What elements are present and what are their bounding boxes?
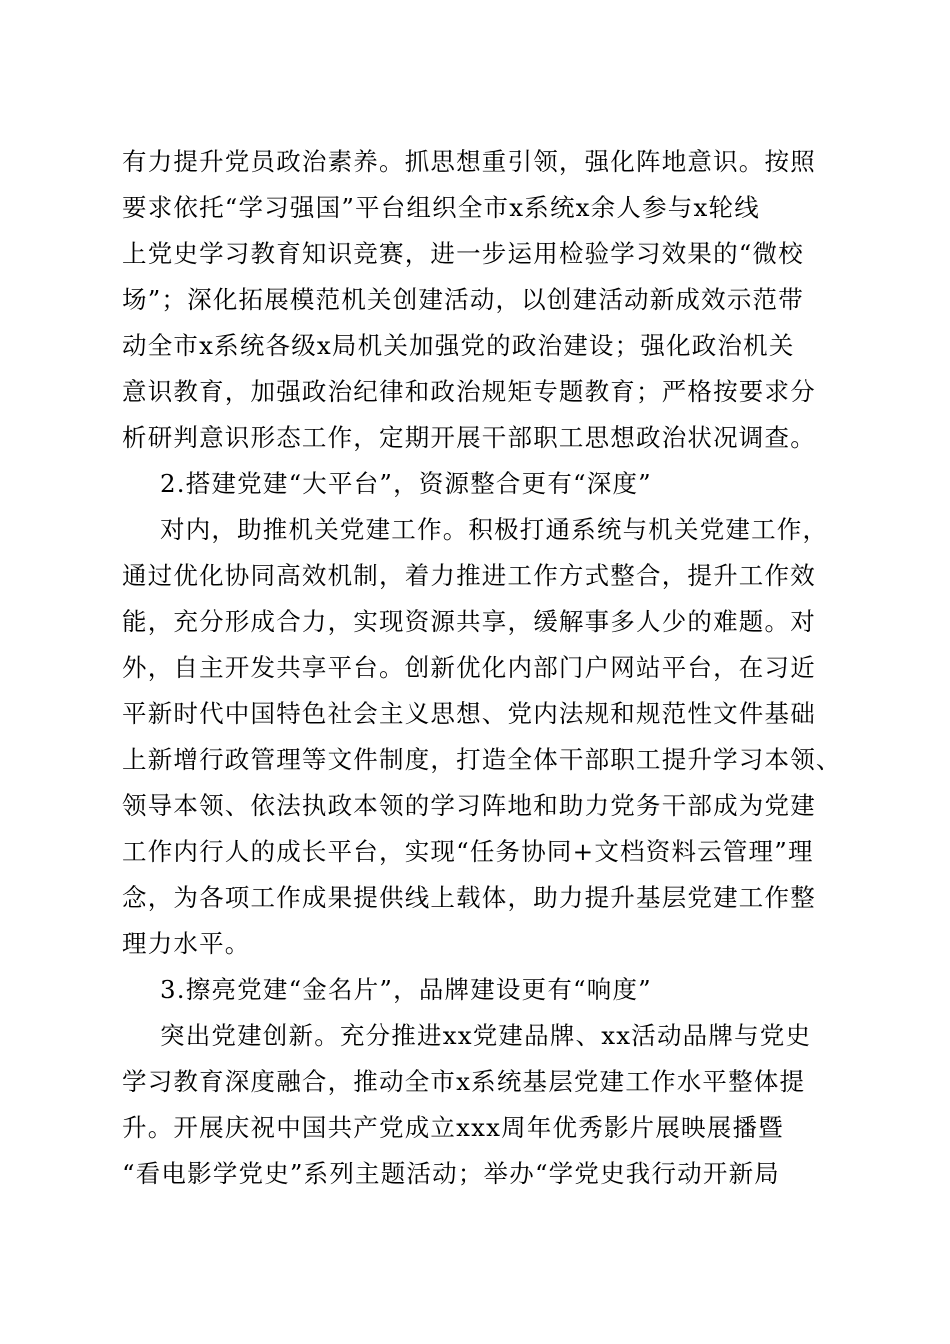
paragraph-line: 平新时代中国特色社会主义思想、党内法规和规范性文件基础 <box>122 699 816 728</box>
paragraph-line: 上党史学习教育知识竞赛，进一步运用检验学习效果的“微校 <box>122 239 804 268</box>
paragraph-line: 理力水平。 <box>122 929 251 958</box>
paragraph-line: 对内，助推机关党建工作。积极打通系统与机关党建工作， <box>160 515 829 544</box>
paragraph-line: 学习教育深度融合，推动全市x系统基层党建工作水平整体提 <box>122 1067 806 1096</box>
paragraph-line: 意识教育，加强政治纪律和政治规矩专题教育；严格按要求分 <box>122 377 816 406</box>
paragraph-line: 场”；深化拓展模范机关创建活动，以创建活动新成效示范带 <box>122 285 804 314</box>
paragraph-line: 能，充分形成合力，实现资源共享，缓解事多人少的难题。对 <box>122 607 816 636</box>
paragraph-line: 念，为各项工作成果提供线上载体，助力提升基层党建工作整 <box>122 883 816 912</box>
paragraph-line: 突出党建创新。充分推进xx党建品牌、xx活动品牌与党史 <box>160 1021 812 1050</box>
paragraph-line: 工作内行人的成长平台，实现“任务协同+文档资料云管理”理 <box>122 837 814 866</box>
paragraph-line: 升。开展庆祝中国共产党成立xxx周年优秀影片展映展播暨 <box>122 1113 784 1142</box>
paragraph-line: 上新增行政管理等文件制度，打造全体干部职工提升学习本领、 <box>122 745 842 774</box>
paragraph-line: 动全市x系统各级x局机关加强党的政治建设；强化政治机关 <box>122 331 795 360</box>
paragraph-line: “看电影学党史”系列主题活动；举办“学党史我行动开新局 <box>122 1159 780 1188</box>
section-heading-2: 2.搭建党建“大平台”，资源整合更有“深度” <box>160 469 652 498</box>
paragraph-line: 有力提升党员政治素养。抓思想重引领，强化阵地意识。按照 <box>122 147 816 176</box>
section-heading-3: 3.擦亮党建“金名片”，品牌建设更有“响度” <box>160 975 652 1004</box>
paragraph-line: 要求依托“学习强国”平台组织全市x系统x余人参与x轮线 <box>122 193 760 222</box>
document-body <box>122 139 842 1197</box>
paragraph-line: 通过优化协同高效机制，着力推进工作方式整合，提升工作效 <box>122 561 816 590</box>
paragraph-line: 领导本领、依法执政本领的学习阵地和助力党务干部成为党建 <box>122 791 816 820</box>
paragraph-line: 析研判意识形态工作，定期开展干部职工思想政治状况调查。 <box>122 423 816 452</box>
paragraph-line: 外，自主开发共享平台。创新优化内部门户网站平台，在习近 <box>122 653 816 682</box>
